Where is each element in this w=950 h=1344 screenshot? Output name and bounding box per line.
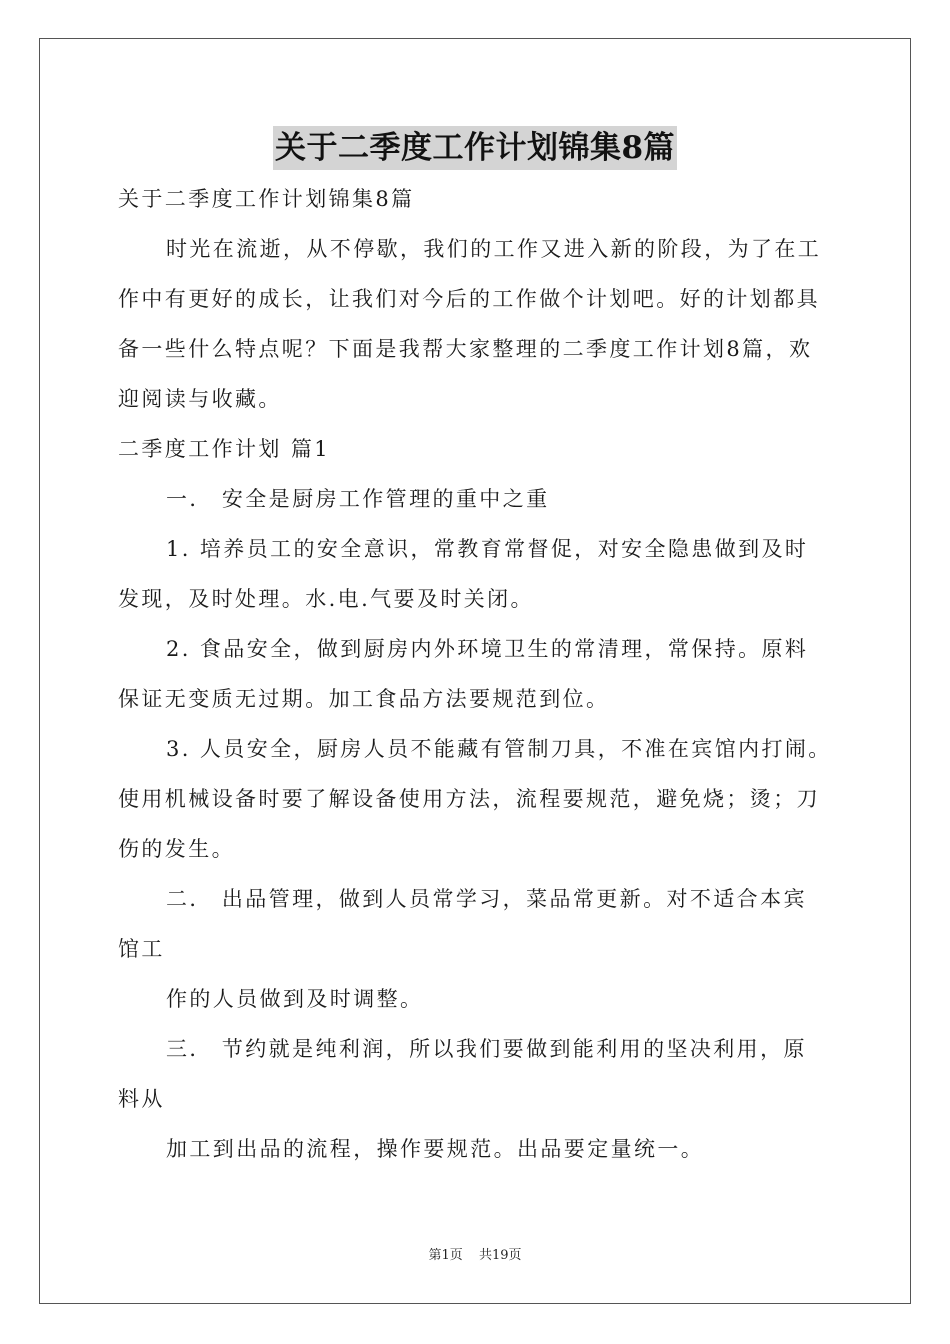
body-line: 加工到出品的流程，操作要规范。出品要定量统一。	[166, 1137, 705, 1161]
body-line: 使用机械设备时要了解设备使用方法，流程要规范，避免烧；烫；刀	[118, 787, 820, 811]
body-line: 三． 节约就是纯利润，所以我们要做到能利用的坚决利用，原	[166, 1037, 807, 1061]
body-line: 备一些什么特点呢？下面是我帮大家整理的二季度工作计划8篇，欢	[118, 337, 813, 361]
body-line: 馆工	[118, 937, 165, 961]
body-line: 一． 安全是厨房工作管理的重中之重	[166, 487, 550, 511]
document-title: 关于二季度工作计划锦集8篇	[273, 126, 677, 170]
page-number: 第1页	[428, 1248, 463, 1263]
page-total: 共19页	[478, 1248, 522, 1263]
body-line: 时光在流逝，从不停歇，我们的工作又进入新的阶段，为了在工	[166, 237, 822, 261]
body-line: 3. 人员安全，厨房人员不能藏有管制刀具，不准在宾馆内打闹。	[166, 737, 832, 761]
page-footer	[0, 1247, 950, 1265]
body-line: 二． 出品管理，做到人员常学习，菜品常更新。对不适合本宾	[166, 887, 807, 911]
body-line: 料从	[118, 1087, 165, 1111]
body-line: 保证无变质无过期。加工食品方法要规范到位。	[118, 687, 610, 711]
body-line: 作的人员做到及时调整。	[166, 987, 424, 1011]
body-line: 2. 食品安全，做到厨房内外环境卫生的常清理，常保持。原料	[166, 637, 809, 661]
body-line: 迎阅读与收藏。	[118, 387, 282, 411]
body-line: 作中有更好的成长，让我们对今后的工作做个计划吧。好的计划都具	[118, 287, 820, 311]
page-border	[39, 38, 911, 1304]
body-line: 1. 培养员工的安全意识，常教育常督促，对安全隐患做到及时	[166, 537, 809, 561]
title-block	[0, 126, 950, 170]
section-heading: 二季度工作计划 篇1	[118, 437, 331, 461]
body-line: 发现，及时处理。水.电.气要及时关闭。	[118, 587, 534, 611]
subtitle-line: 关于二季度工作计划锦集8篇	[118, 187, 415, 211]
body-line: 伤的发生。	[118, 837, 235, 861]
